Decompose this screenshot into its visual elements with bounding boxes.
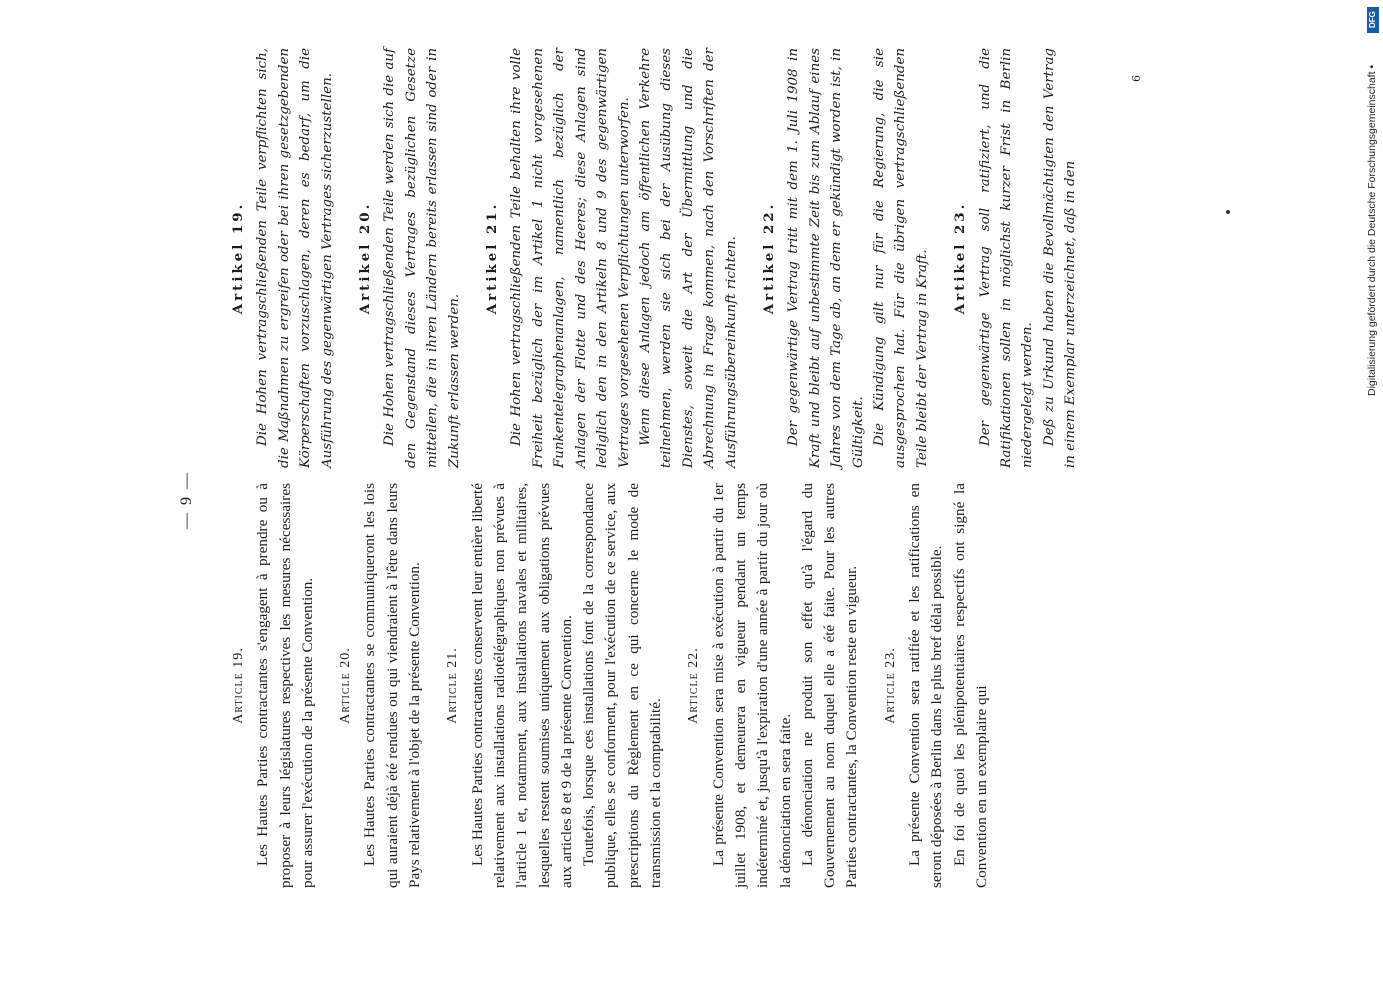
french-article-paragraph: Les Hautes Parties contractantes s'engagent à prendre ou à proposer à leurs législatures respectives les mesures nécessaires pour assurer l'exécution de la présente Convention. [254,483,316,888]
french-column [228,483,993,888]
german-article-paragraph: Der gegenwärtige Vertrag soll ratifiziert, und die Ratifikationen sollen in möglichst kurzer Frist in Berlin niedergelegt werden. [977,48,1036,468]
german-article-title: Artikel 21. [484,201,501,315]
french-article-title: Article 22. [686,647,702,724]
french-article-paragraph: Les Hautes Parties contractantes conservent leur entière liberté relativement aux installations radiotélégraphiques non prévues à l'article 1 et, notamment, aux installations navales et militaires, lesquelles restent soumises uniquement aux obligations prévues aux articles 8 et 9 de la présente Convention. [468,483,575,888]
german-article-paragraph: Die Hohen vertragschließenden Teile behalten ihre volle Freiheit bezüglich der im Artikel 1 nicht vorgesehenen Funkentelegraphenanlagen, namentlich bezüglich der Anlagen der Flotte und des Heeres; diese Anlagen sind lediglich den in den Artikeln 8 und 9 des gegenwärtigen Vertrages vorgesehenen Verpflichtungen unterworfen. [509,48,632,468]
french-article-paragraph: La dénonciation ne produit son effet qu'à l'égard du Gouvernement au nom duquel elle a été faite. Pour les autres Parties contractantes, la Convention reste en vigueur. [798,483,861,888]
german-article-paragraph: Die Kündigung gilt nur für die Regierung, die sie ausgesprochen hat. Für die übrigen vertragschließenden Teile bleibt der Vertrag in Kraft. [871,48,930,468]
german-article-title: Artikel 19. [230,201,246,315]
french-article-title: Article 23. [882,647,898,724]
french-article-paragraph: En foi de quoi les plénipotentiaires respectifs ont signé la Convention en un exemplaire qui [950,483,990,888]
german-article-paragraph: Die Hohen vertragschließenden Teile verpflichten sich, die Maßnahmen zu ergreifen oder bei ihren gesetzgebenden Körperschaften vorzuschlagen, deren es bedarf, um die Ausführung des gegenwärtigen Vertrages sicherzustellen. [255,48,335,468]
french-article-title: Article 20. [338,647,354,724]
german-article-title: Artikel 20. [357,201,374,315]
french-article-title: Article 19. [231,647,246,724]
dfg-logo: DFG [1367,7,1379,33]
signature-mark: 6 [1130,75,1143,82]
german-article-paragraph: Der gegenwärtige Vertrag tritt mit dem 1. Juli 1908 in Kraft und bleibt auf unbestimmte Zeit bis zum Ablauf eines Jahres von dem Tage ab, an dem er gekündigt worden ist, in Gültigkeit. [786,48,866,468]
page-number: — 9 — [178,471,195,529]
french-article-title: Article 21. [445,647,461,724]
german-article-paragraph: Die Hohen vertragschließenden Teile werden sich die auf den Gegenstand dieses Vertrages bezüglichen Gesetze mitteilen, die in ihren Ländern bereits erlassen sind oder in Zukunft erlassen werden. [382,48,462,468]
speck-mark [1226,210,1230,214]
german-article-title: Artikel 22. [760,201,777,315]
german-article-title: Artikel 23. [952,201,969,315]
german-article-paragraph: Wenn diese Anlagen jedoch am öffentlichen Verkehre teilnehmen, werden sie sich bei der Ausübung dieses Dienstes, soweit die Art der Übermittlung und die Abrechnung in Frage kommen, nach den Vorschriften der Ausführungsübereinkunft richten. [637,48,739,468]
french-article-paragraph: Les Hautes Parties contractantes se communiqueront les lois qui auraient déjà été rendues ou qui viendraient à l'être dans leurs Pays relativement à l'objet de la présente Convention. [361,483,424,888]
digitization-credit: Digitalisierung gefördert durch die Deutsche Forschungsgemeinschaft • [1366,64,1378,396]
french-article-paragraph: La présente Convention sera ratifiée et les ratifications en seront déposées à Berlin dans le plus bref délai possible. [906,483,946,888]
german-article-paragraph: Deß zu Urkund haben die Bevollmächtigten den Vertrag in einem Exemplar unterzeichnet, daß in den [1041,48,1079,468]
french-article-paragraph: La présente Convention sera mise à exécution à partir du 1er juillet 1908, et demeurera en vigueur pendant un temps indéterminé et, jusqu'à l'expiration d'une année à partir du jour où la dénonciation en sera faite. [709,483,794,888]
french-article-paragraph: Toutefois, lorsque ces installations font de la correspondance publique, elles se conforment, pour l'exécution de ce service, aux prescriptions du Règlement en ce qui concerne le mode de transmission et la comptabilité. [580,483,665,888]
german-column [228,48,1082,468]
